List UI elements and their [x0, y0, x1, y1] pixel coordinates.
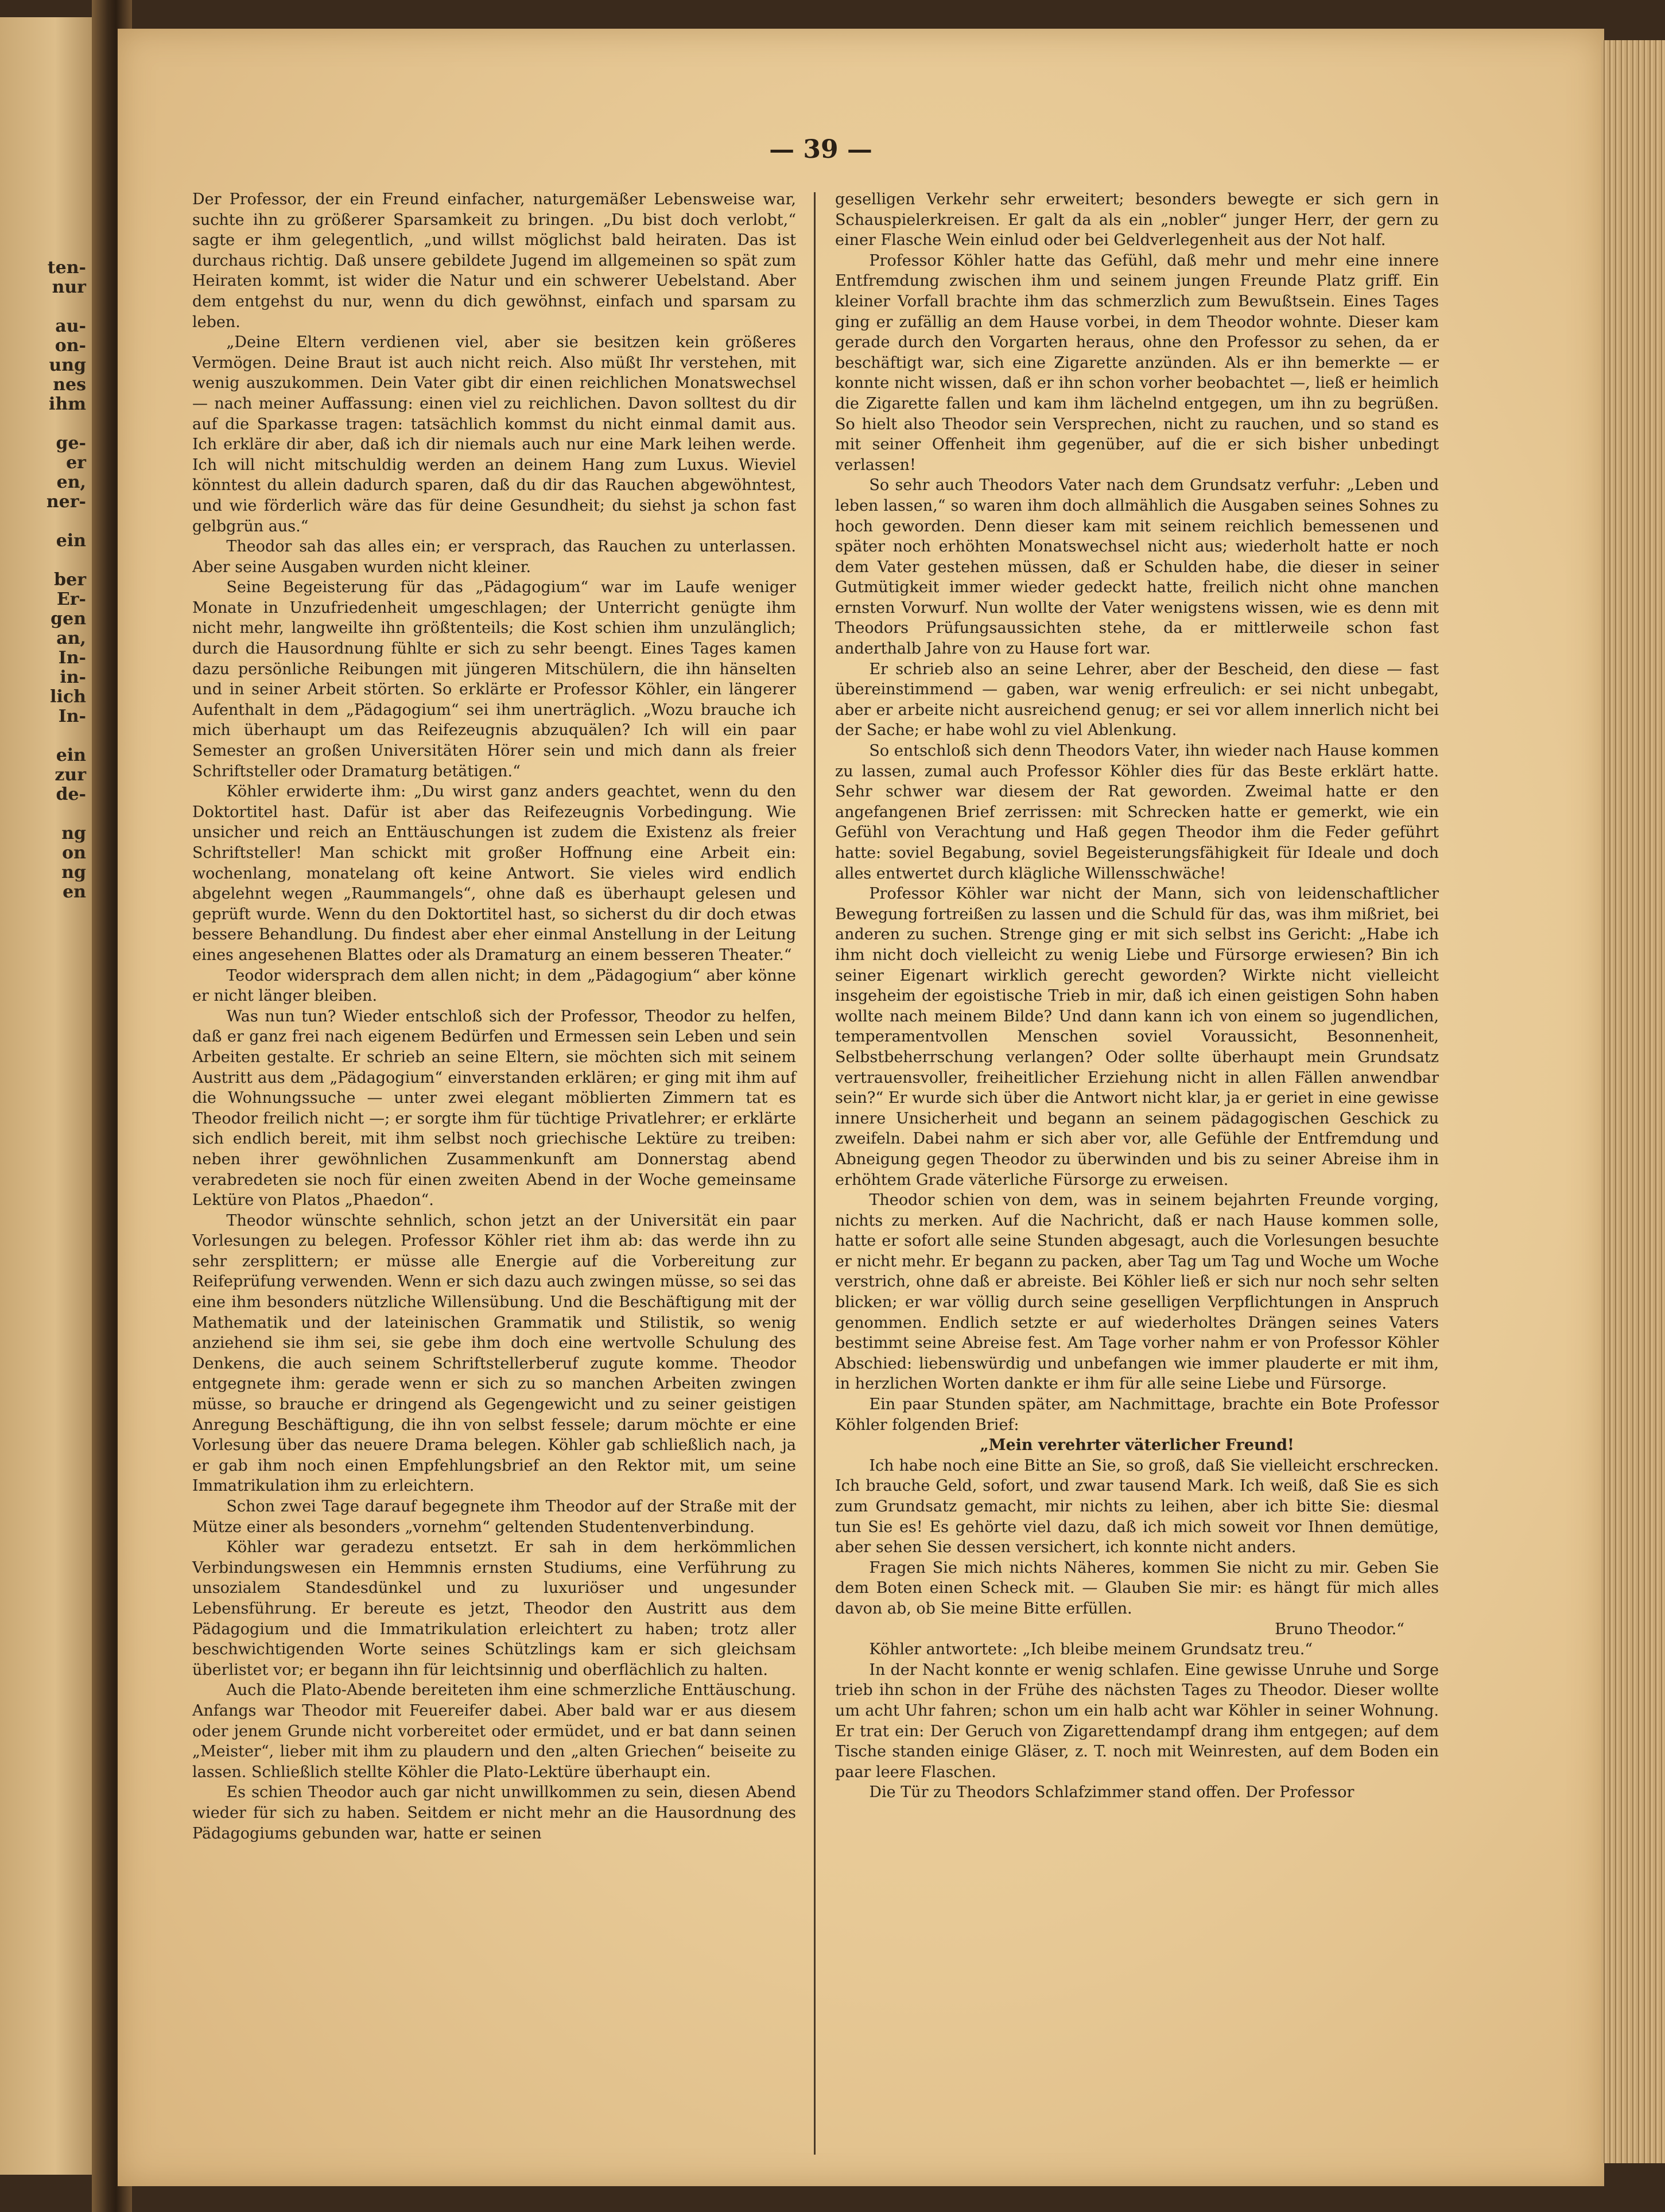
paragraph: Professor Köhler hatte das Gefühl, daß mehr und mehr eine innere Entfremdung zwischen ihm und seinem jungen Freunde Platz griff. Ein kleiner Vorfall brachte ihm das schmerzlich zum Bewußtsein. Eines Tages ging er zufällig an dem Hause vorbei, in dem Theodor wohnte. Dieser kam gerade durch den Vorgarten heraus, ohne den Professor zu sehen, da er beschäftigt war, sich eine Zigarette anzünden. Als er ihn bemerkte — er konnte nicht wissen, daß er ihn schon vorher beobachtet —, ließ er heimlich die Zigarette fallen und kam ihm lächelnd entgegen, um ihn zu begrüßen. So hielt also Theodor sein Versprechen, nicht zu rauchen, und so stand es mit seiner Offenheit ihm gegenüber, auf die er sich bisher unbedingt verlassen! — [835, 251, 1439, 474]
paragraph: Was nun tun? Wieder entschloß sich der Professor, Theodor zu helfen, daß er ganz frei nach eigenem Bedürfen und Ermessen sein Leben und sein Arbeiten gestalte. Er schrieb an seine Eltern, sie möchten sich mit seinem Austritt aus dem „Pädagogium“ einverstanden erklären; er ging mit ihm auf die Wohnungssuche — unter zwei elegant möblierten Zimmern tat es Theodor freilich nicht —; er sorgte ihm für tüchtige Privatlehrer; er erklärte sich endlich bereit, mit ihm selbst noch griechische Lektüre zu treiben: neben ihrer gewöhnlichen Zusammenkunft am Donnerstag abend verabredeten sie noch für einen zweiten Abend in der Woche gemeinsame Lektüre von Platos „Phaedon“. — [192, 1007, 796, 1210]
page-stack-edge — [1601, 40, 1665, 2163]
paragraph: Theodor schien von dem, was in seinem bejahrten Freunde vorging, nichts zu merken. Auf die Nachricht, daß er nach Hause kommen solle, hatte er sofort alle seine Stunden abgesagt, auch die Vorlesungen besuchte er nicht mehr. Er begann zu packen, aber Tag um Tag und Woche um Woche verstrich, ohne daß er abreiste. Bei Köhler ließ er sich nur noch sehr selten blicken; er war völlig durch seine geselligen Verpflichtungen in Anspruch genommen. Endlich setzte er auf wiederholtes Drängen seines Vaters bestimmt seine Abreise fest. Am Tage vorher nahm er von Professor Köhler Abschied: liebenswürdig und unbefangen wie immer plauderte er mit ihm, in herzlichen Worten dankte er ihm für alle seine Liebe und Fürsorge. — [835, 1191, 1439, 1393]
paragraph: Köhler war geradezu entsetzt. Er sah in dem herkömmlichen Verbindungswesen ein Hemmnis ernsten Studiums, eine Verführung zu unsozialem Standesdünkel und zu luxuriöser und ungesunder Lebensführung. Er bereute es jetzt, Theodor den Austritt aus dem Pädagogium und die Immatrikulation erleichtert zu haben; trotz aller beschwichtigenden Worte seines Schützlings kam er sich gleichsam überlistet vor; er begann ihn für leichtsinnig und oberflächlich zu halten. — [192, 1538, 796, 1679]
paragraph: Theodor wünschte sehnlich, schon jetzt an der Universität ein paar Vorlesungen zu belegen. Professor Köhler riet ihm ab: das werde ihn zu sehr zersplittern; er müsse alle Energie auf die Vorbereitung zur Reifeprüfung verwenden. Wenn er sich dazu auch zwingen müsse, so sei das eine ihm besonders nützliche Willensübung. Und die Beschäftigung mit der Mathematik und der lateinischen Grammatik und Stilistik, so wenig anziehend sie ihm sei, sie gebe ihm doch eine wertvolle Schulung des Denkens, die auch seinem Schriftstellerberuf zugute komme. Theodor entgegnete ihm: gerade wenn er sich zu so manchen Arbeiten zwingen müsse, so brauche er dringend als Gegengewicht und zu seiner geistigen Anregung Beschäftigung, die ihn von selbst fessele; darum möchte er eine Vorlesung über das neuere Drama belegen. Köhler gab schließlich nach, ja er gab ihm noch einen Empfehlungsbrief an den Rektor mit, um seine Immatrikulation ihm zu erleichtern. — [192, 1211, 796, 1495]
left-text-column — [192, 189, 796, 1844]
paragraph: Schon zwei Tage darauf begegnete ihm Theodor auf der Straße mit der Mütze einer als besonders „vornehm“ geltenden Studentenverbindung. — [192, 1498, 796, 1536]
paragraph: „Mein verehrter väterlicher Freund! — [980, 1436, 1294, 1455]
paragraph: Der Professor, der ein Freund einfacher, naturgemäßer Lebensweise war, suchte ihn zu größerer Sparsamkeit zu bringen. „Du bist doch verlobt,“ sagte er ihm gelegentlich, „und willst möglichst bald heiraten. Das ist durchaus richtig. Daß unsere gebildete Jugend im allgemeinen so spät zum Heiraten kommt, ist wider die Natur und ein schwerer Uebelstand. Aber dem entgehst du nur, wenn du dich gewöhnst, einfach und sparsam zu leben. — [192, 191, 796, 331]
paragraph: Seine Begeisterung für das „Pädagogium“ war im Laufe weniger Monate in Unzufriedenheit umgeschlagen; der Unterricht genügte ihm nicht mehr, langweilte ihn größtenteils; die Kost schien ihm unzulänglich; durch die Hausordnung fühlte er sich zu sehr beengt. Eines Tages kamen dazu persönliche Reibungen mit jüngeren Mitschülern, die ihn hänselten und in seiner Arbeit störten. So erklärte er Professor Köhler, ein längerer Aufenthalt in dem „Pädagogium“ sei ihm unerträglich. „Wozu brauche ich mich überhaupt um das Reifezeugnis abzuquälen? Ich will ein paar Semester an großen Universitäten Hörer sein und mich dann als freier Schriftsteller oder Dramaturg betätigen.“ — [192, 578, 796, 780]
page-number: — 39 — — [769, 135, 872, 164]
column-divider — [814, 192, 816, 2155]
paragraph: Ich habe noch eine Bitte an Sie, so groß, daß Sie vielleicht erschrecken. Ich brauche Geld, sofort, und zwar tausend Mark. Ich weiß, daß Sie es sich zum Grundsatz gemacht, mir nichts zu leihen, aber ich bitte Sie: diesmal tun Sie es! Es gehörte viel dazu, daß ich mich soweit vor Ihnen demütige, aber sehen Sie dessen versichert, ich konnte nicht anders. — [835, 1456, 1439, 1557]
paragraph: geselligen Verkehr sehr erweitert; besonders bewegte er sich gern in Schauspielerkreisen. Er galt da als ein „nobler“ junger Herr, der gern zu einer Flasche Wein einlud oder bei Geldverlegenheit aus der Not half. — [835, 191, 1439, 250]
paragraph: Köhler antwortete: „Ich bleibe meinem Grundsatz treu.“ — [869, 1640, 1313, 1659]
paragraph: Bruno Theodor.“ — [1275, 1620, 1404, 1638]
left-page-text-fragments: ten- nur au- on- ung nes ihm ge- er en, ner- ein ber Er- gen an, In- in- lich In- ein zur de- ng on ng en — [46, 258, 86, 902]
right-text-column — [835, 189, 1439, 1803]
paragraph: Fragen Sie mich nichts Näheres, kommen Sie nicht zu mir. Geben Sie dem Boten einen Scheck mit. — Glauben Sie mir: es hängt für mich alles davon ab, ob Sie meine Bitte erfüllen. — [835, 1558, 1439, 1618]
paragraph: Ein paar Stunden später, am Nachmittage, brachte ein Bote Professor Köhler folgenden Brief: — [835, 1395, 1439, 1434]
paragraph: Die Tür zu Theodors Schlafzimmer stand offen. Der Professor — [869, 1783, 1354, 1802]
paragraph: Köhler erwiderte ihm: „Du wirst ganz anders geachtet, wenn du den Doktortitel hast. Dafür ist aber das Reifezeugnis Vorbedingung. Wie unsicher und reich an Enttäuschungen ist zudem die Existenz als freier Schriftsteller! Man schickt mit großer Hoffnung eine Arbeit ein: wochenlang, monatelang oft keine Antwort. Sie vieles wird endlich abgelehnt wegen „Raummangels“, ohne daß es überhaupt gelesen und geprüft wurde. Wenn du den Doktortitel hast, so sicherst du dir doch etwas bessere Behandlung. Du findest aber eher einmal Anstellung in der Leitung eines angesehenen Blattes oder als Dramaturg an einem besseren Theater.“ — [192, 783, 796, 964]
paragraph: Er schrieb also an seine Lehrer, aber der Bescheid, den diese — fast übereinstimmend — gaben, war wenig erfreulich: er sei nicht unbegabt, aber er arbeite nicht ausreichend genug; er sei vor allem innerlich nicht bei der Sache; er habe wohl zu viel Ablenkung. — [835, 660, 1439, 740]
paragraph: Es schien Theodor auch gar nicht unwillkommen zu sein, diesen Abend wieder für sich zu haben. Seitdem er nicht mehr an die Hausordnung des Pädagogiums gebunden war, hatte er seinen — [192, 1783, 796, 1842]
paragraph: So entschloß sich denn Theodors Vater, ihn wieder nach Hause kommen zu lassen, zumal auch Professor Köhler dies für das Beste erklärt hatte. Sehr schwer war diesem der Rat geworden. Zweimal hatte er den angefangenen Brief zerrissen: mit Schrecken hatte er gemerkt, wie ein Gefühl von Verachtung und Haß gegen Theodor ihm die Feder geführt hatte: soviel Begabung, soviel Begeisterungsfähigkeit für Ideale und doch alles entwertet durch klägliche Willensschwäche! — [835, 742, 1439, 883]
paragraph: So sehr auch Theodors Vater nach dem Grundsatz verfuhr: „Leben und leben lassen,“ so waren ihm doch allmählich die Ausgaben seines Sohnes zu hoch geworden. Denn dieser kam mit seinem reichlich bemessenen und später noch erhöhten Monatswechsel nicht aus; wiederholt hatte er noch dem Vater gestehen müssen, daß er Schulden habe, die dieser in seiner Gutmütigkeit immer wieder gedeckt hatte, freilich nicht ohne manchen ernsten Vorwurf. Nun wollte der Vater wenigstens wissen, wie es denn mit Theodors Prüfungsaussichten stehe, da er mittlerweile schon fast anderthalb Jahre von zu Hause fort war. — [835, 476, 1439, 658]
paragraph: Theodor sah das alles ein; er versprach, das Rauchen zu unterlassen. Aber seine Ausgaben wurden nicht kleiner. — [192, 538, 796, 576]
paragraph: „Deine Eltern verdienen viel, aber sie besitzen kein größeres Vermögen. Deine Braut ist auch nicht reich. Also müßt Ihr verstehen, mit wenig auszukommen. Dein Vater gibt dir einen reichlichen Monatswechsel — nach meiner Auffassung: einen viel zu reichlichen. Davon solltest du dir auf die Sparkasse tragen: tatsächlich kommst du nicht einmal damit aus. Ich erkläre dir aber, daß ich dir niemals auch nur eine Mark leihen werde. Ich will nicht mitschuldig werden an deinem Hang zum Luxus. Wieviel könntest du allein dadurch sparen, daß du dir das Rauchen abgewöhntest, und wie förderlich wäre das für deine Gesundheit; du siehst ja schon fast gelbgrün aus.“ — [192, 333, 796, 535]
paragraph: Professor Köhler war nicht der Mann, sich von leidenschaftlicher Bewegung fortreißen zu lassen und die Schuld für das, was ihm mißriet, bei anderen zu suchen. Strenge ging er mit sich selbst ins Gericht: „Habe ich ihm nicht doch vielleicht zu wenig Liebe und Fürsorge erwiesen? Bin ich seiner Eigenart wirklich gerecht geworden? Wirkte nicht vielleicht insgeheim der egoistische Trieb in mir, daß ich einen geistigen Sohn haben wollte nach meinem Bilde? Und dann kann ich von einem so jugendlichen, temperamentvollen Menschen soviel Voraussicht, Besonnenheit, Selbstbeherrschung verlangen? Oder sollte überhaupt mein Grundsatz vertrauensvoller, freiheitlicher Erziehung nicht in allen Fällen anwendbar sein?“ Er wurde sich über die Antwort nicht klar, ja er geriet in eine gewisse innere Unsicherheit und begann an seinem pädagogischen Geschick zu zweifeln. Dabei nahm er sich aber vor, alle Gefühle der Entfremdung und Abneigung gegen Theodor zu überwinden und bis zu seiner Abreise ihm in erhöhtem Grade väterliche Fürsorge zu erweisen. — [835, 885, 1439, 1189]
paragraph: Teodor widersprach dem allen nicht; in dem „Pädagogium“ aber könne er nicht länger bleiben. — [192, 966, 796, 1005]
paragraph: Auch die Plato-Abende bereiteten ihm eine schmerzliche Enttäuschung. Anfangs war Theodor mit Feuereifer dabei. Aber bald war er aus diesem oder jenem Grunde nicht vorbereitet oder ermüdet, und er bat dann seinen „Meister“, lieber mit ihm zu plaudern und den „alten Griechen“ beiseite zu lassen. Schließlich stellte Köhler die Plato-Lektüre überhaupt ein. — [192, 1681, 796, 1781]
paragraph: In der Nacht konnte er wenig schlafen. Eine gewisse Unruhe und Sorge trieb ihn schon in der Frühe des nächsten Tages zu Theodor. Dieser wollte um acht Uhr fahren; schon um ein halb acht war Köhler in seiner Wohnung. Er trat ein: Der Geruch von Zigarettendampf drang ihm entgegen; auf dem Tische standen einige Gläser, z. T. noch mit Weinresten, auf dem Boden ein paar leere Flaschen. — [835, 1661, 1439, 1781]
left-page-edge — [0, 17, 100, 2175]
